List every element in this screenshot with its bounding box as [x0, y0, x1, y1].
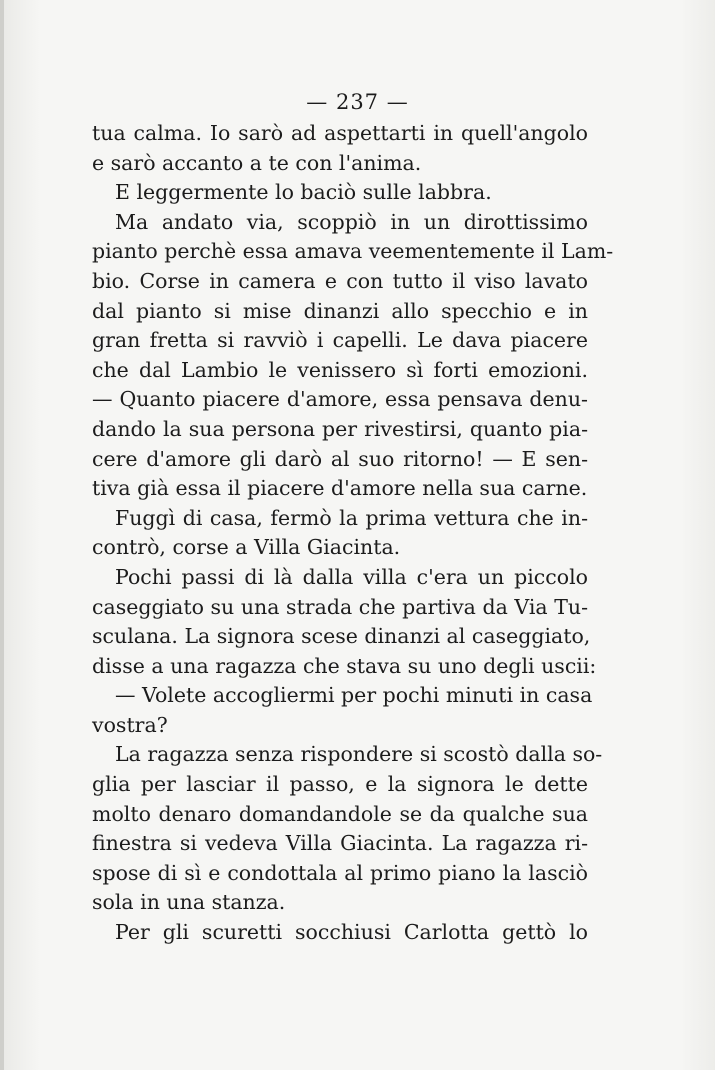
text-line: dal pianto si mise dinanzi allo specchio e in [92, 298, 588, 323]
binding-edge [0, 0, 4, 1070]
text-line: — Volete accogliermi per pochi minuti in casa [115, 683, 593, 708]
text-line: contrò, corse a Villa Giacinta. [92, 535, 401, 560]
text-line: La ragazza senza rispondere si scostò dalla so- [115, 742, 603, 767]
text-line: sola in una stanza. [92, 890, 286, 915]
text-line: che dal Lambio le venissero sì forti emozioni. [92, 357, 588, 382]
text-line: E leggermente lo baciò sulle labbra. [115, 180, 492, 205]
text-line: tua calma. Io sarò ad aspettarti in quell'angolo [92, 121, 588, 145]
text-line: spose di sì e condottala al primo piano la lasciò [92, 860, 588, 885]
text-line: cere d'amore gli darò al suo ritorno! — E sen- [92, 446, 588, 471]
text-line: Pochi passi di là dalla villa c'era un piccolo [115, 564, 588, 589]
text-line: glia per lasciar il passo, e la signora le dette [92, 772, 588, 797]
text-line: sculana. La signora scese dinanzi al caseggiato, [92, 624, 591, 649]
page-number: — 237 — [306, 90, 409, 114]
text-line: Ma andato via, scoppiò in un dirottissimo [115, 209, 588, 234]
text-line: gran fretta si ravviò i capelli. Le dava piacere [92, 328, 588, 353]
text-line: caseggiato su una strada che partiva da Via Tu- [92, 594, 588, 619]
text-line: Per gli scuretti socchiusi Carlotta gettò lo [115, 920, 588, 945]
text-line: tiva già essa il piacere d'amore nella sua carne. [92, 476, 588, 501]
text-line: — Quanto piacere d'amore, essa pensava denu- [92, 387, 588, 412]
text-line: molto denaro domandandole se da qualche sua [92, 801, 588, 826]
text-line: dando la sua persona per rivestirsi, quanto pia- [92, 416, 588, 441]
text-line: e sarò accanto a te con l'anima. [92, 150, 422, 175]
text-line: Fuggì di casa, fermò la prima vettura che in- [115, 505, 588, 530]
text-line: disse a una ragazza che stava su uno degli uscii: [92, 653, 597, 678]
text-line: vostra? [92, 712, 168, 737]
text-line: finestra si vedeva Villa Giacinta. La ragazza ri- [92, 831, 588, 856]
body-text [92, 119, 614, 948]
text-line: bio. Corse in camera e con tutto il viso lavato [92, 268, 588, 293]
text-line: pianto perchè essa amava veementemente il Lam- [92, 239, 614, 264]
